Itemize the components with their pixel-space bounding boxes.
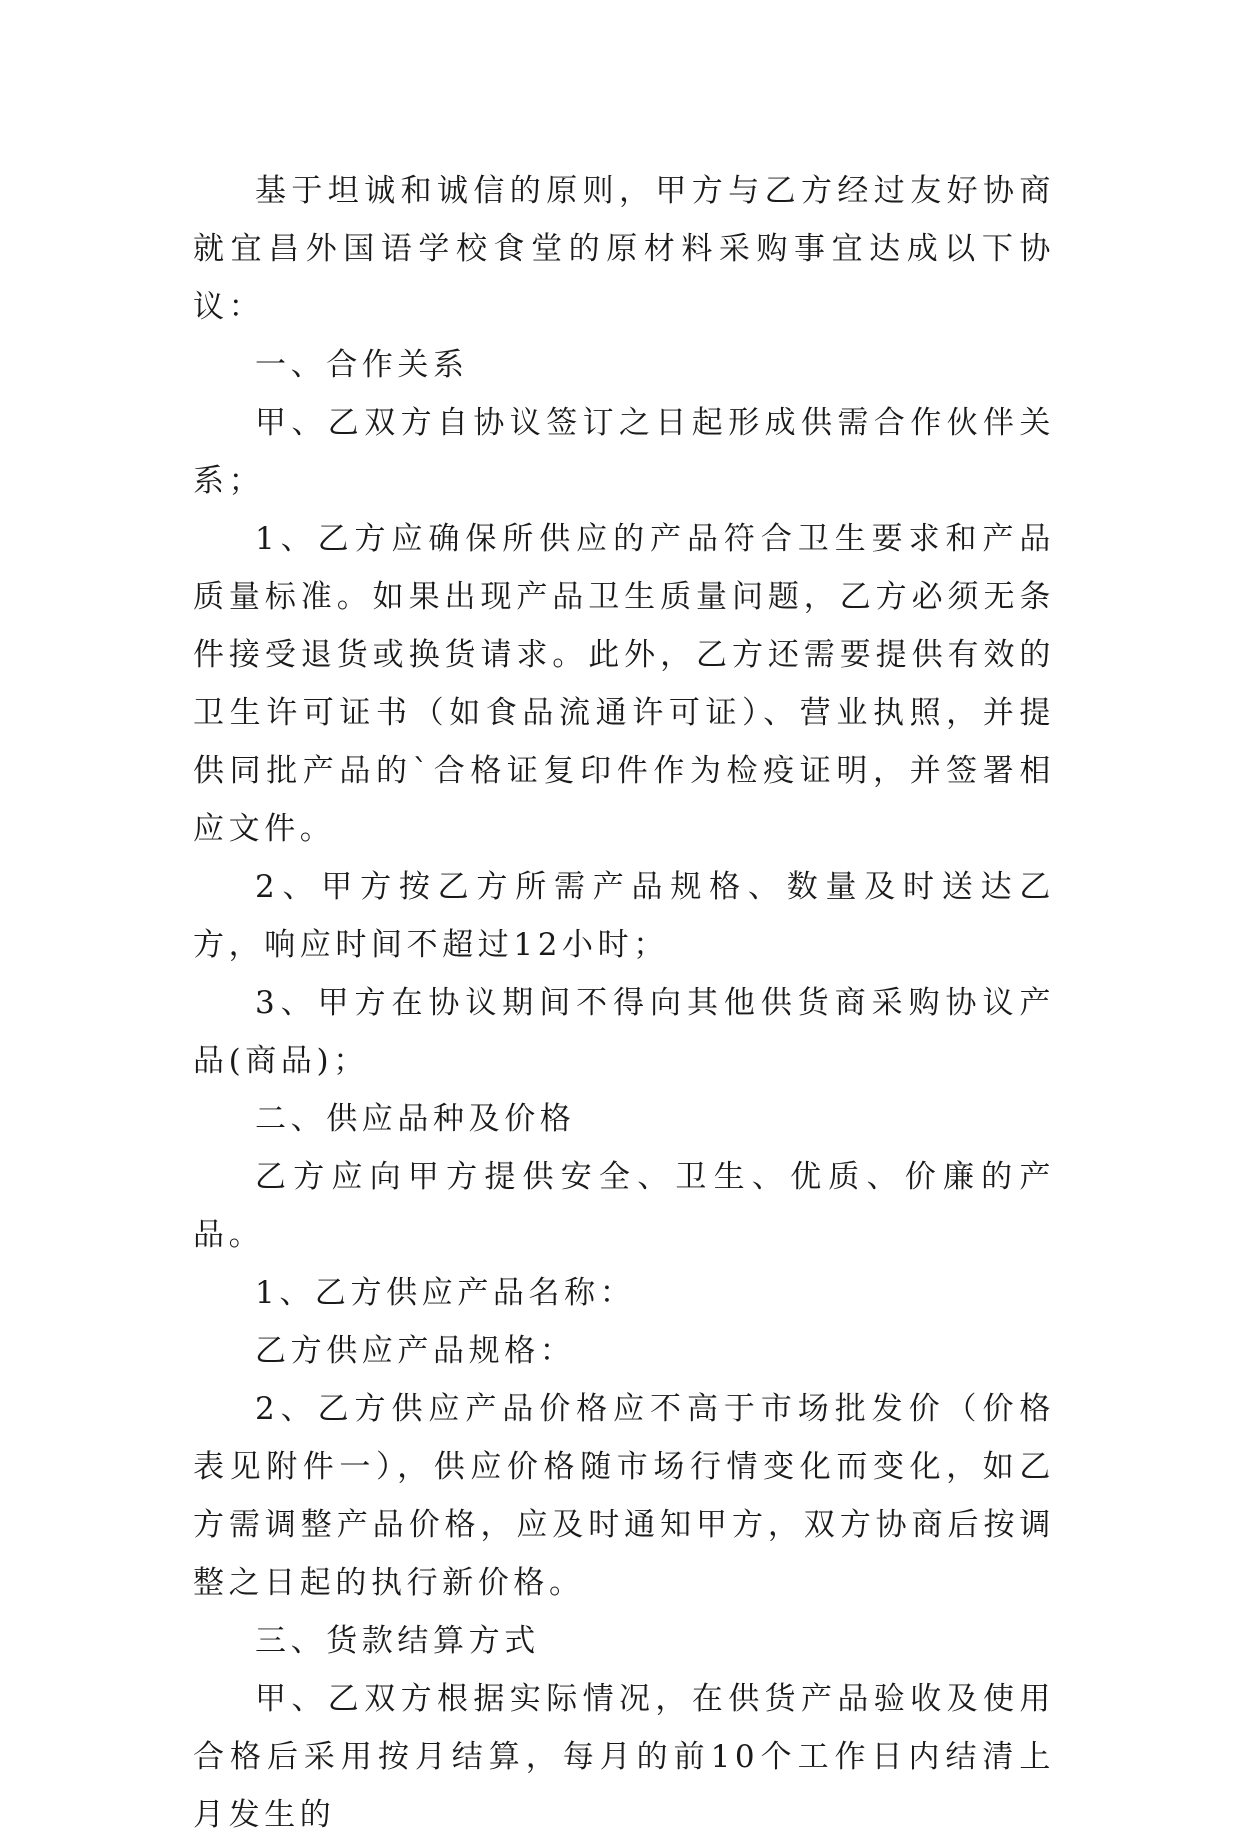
paragraph-supply-intro: 乙方应向甲方提供安全、卫生、优质、价廉的产品。 — [193, 1159, 1055, 1253]
paragraph-clause-3: 3、甲方在协议期间不得向其他供货商采购协议产品(商品)； — [193, 985, 1055, 1079]
paragraph-price-clause: 2、乙方供应产品价格应不高于市场批发价（价格表见附件一），供应价格随市场行情变化而变化，如乙方需调整产品价格，应及时通知甲方，双方协商后按调整之日起的执行新价格。 — [193, 1391, 1055, 1601]
paragraph-settlement: 甲、乙双方根据实际情况，在供货产品验收及使用合格后采用按月结算，每月的前10个工作日内结清上月发生的 — [193, 1681, 1055, 1833]
paragraph-product-spec: 乙方供应产品规格： — [255, 1333, 576, 1369]
paragraph-clause-2: 2、甲方按乙方所需产品规格、数量及时送达乙方，响应时间不超过12小时； — [193, 869, 1055, 963]
section-heading-settlement: 三、货款结算方式 — [255, 1623, 540, 1659]
paragraph-product-name: 1、乙方供应产品名称： — [255, 1275, 636, 1311]
paragraph-partnership: 甲、乙双方自协议签订之日起形成供需合作伙伴关系； — [193, 405, 1055, 499]
paragraph-intro: 基于坦诚和诚信的原则，甲方与乙方经过友好协商就宜昌外国语学校食堂的原材料采购事宜达成以下协议： — [193, 173, 1055, 325]
paragraph-clause-1: 1、乙方应确保所供应的产品符合卫生要求和产品质量标准。如果出现产品卫生质量问题，乙方必须无条件接受退货或换货请求。此外，乙方还需要提供有效的卫生许可证书（如食品流通许可证）、营业执照，并提供同批产品的`合格证复印件作为检疫证明，并签署相应文件。 — [193, 521, 1055, 847]
section-heading-supply: 二、供应品种及价格 — [255, 1101, 576, 1137]
document-body — [193, 162, 1055, 1844]
section-heading-cooperation: 一、合作关系 — [255, 347, 469, 383]
